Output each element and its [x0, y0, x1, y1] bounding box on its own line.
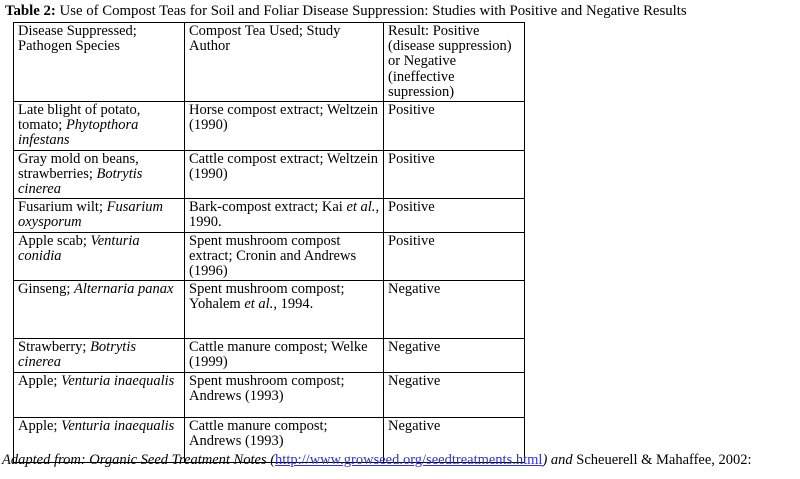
tea-after-text: , 1990. [189, 199, 380, 231]
tea-text: Spent mushroom compost; Yohalem [189, 281, 345, 313]
disease-cell [14, 339, 185, 372]
tea-cell [185, 150, 384, 199]
tea-cell [185, 232, 384, 281]
tea-cell [185, 281, 384, 339]
disease-text: Ginseng; [18, 281, 74, 298]
result-cell: Positive [384, 232, 525, 281]
result-cell: Negative [384, 417, 525, 462]
result-cell: Negative [384, 372, 525, 417]
et-al-text: et al., [244, 296, 277, 313]
tea-after-text: 1994. [276, 296, 314, 313]
result-cell: Positive [384, 102, 525, 151]
source-note-pre: Adapted from: Organic Seed Treatment Notes ( [2, 452, 276, 468]
pathogen-species: Venturia conidia [18, 232, 140, 264]
header-tea-column: Compost Tea Used; Study Author [185, 23, 384, 102]
table-row [14, 281, 525, 339]
result-cell: Positive [384, 199, 525, 232]
table-row [14, 232, 525, 281]
tea-text: Bark-compost extract; Kai [189, 199, 347, 216]
result-cell: Positive [384, 150, 525, 199]
table-row [14, 372, 525, 417]
tea-cell [185, 102, 384, 151]
tea-cell [185, 339, 384, 372]
table-row [14, 199, 525, 232]
source-note [2, 452, 752, 469]
disease-cell [14, 372, 185, 417]
table-caption [5, 3, 687, 20]
header-result-column: Result: Positive (disease suppression) or Negative (ineffective supression) [384, 23, 525, 102]
disease-cell [14, 199, 185, 232]
disease-text: Strawberry; [18, 339, 91, 356]
tea-cell [185, 372, 384, 417]
seedtreatments-link[interactable]: http://www.growseed.org/seedtreatments.html [275, 452, 543, 468]
header-row [14, 23, 525, 102]
disease-cell [14, 102, 185, 151]
disease-text: Apple; [18, 417, 62, 434]
result-cell: Negative [384, 339, 525, 372]
pathogen-species: Fusarium oxysporum [18, 199, 164, 231]
source-note-end: Scheuerell & Mahaffee, 2002: [576, 452, 752, 468]
disease-text: Apple; [18, 372, 62, 389]
pathogen-species: Phytopthora infestans [18, 117, 139, 149]
pathogen-species: Venturia inaequalis [61, 417, 175, 434]
table-row [14, 339, 525, 372]
pathogen-species: Alternaria panax [73, 281, 174, 298]
et-al-text: et al. [346, 199, 376, 216]
disease-text: Apple scab; [18, 232, 91, 249]
tea-text: Spent mushroom compost extract; Cronin and Andrews (1996) [189, 232, 357, 280]
tea-text: Cattle manure compost; Andrews (1993) [189, 417, 328, 449]
pathogen-species: Venturia inaequalis [61, 372, 175, 389]
tea-text: Cattle manure compost; Welke (1999) [189, 339, 368, 371]
result-cell: Negative [384, 281, 525, 339]
disease-text: Gray mold on beans, strawberries; [18, 150, 139, 182]
disease-text: Fusarium wilt; [18, 199, 107, 216]
tea-text: Cattle compost extract; Weltzein (1990) [189, 150, 379, 182]
tea-cell [185, 199, 384, 232]
disease-cell [14, 150, 185, 199]
compost-tea-results-table [13, 22, 525, 463]
tea-text: Horse compost extract; Weltzein (1990) [189, 102, 379, 134]
header-disease-column: Disease Suppressed; Pathogen Species [14, 23, 185, 102]
pathogen-species: Botrytis cinerea [18, 165, 143, 198]
disease-cell [14, 281, 185, 339]
caption-text: Use of Compost Teas for Soil and Foliar Disease Suppression: Studies with Positive and Negative Results [55, 3, 687, 19]
tea-text: Spent mushroom compost; Andrews (1993) [189, 372, 345, 404]
caption-label: Table 2: [5, 3, 56, 19]
disease-text: Late blight of potato, tomato; [18, 102, 141, 134]
pathogen-species: Botrytis cinerea [18, 339, 136, 371]
source-note-mid: ) and [542, 452, 577, 468]
table-row [14, 150, 525, 199]
disease-cell [14, 232, 185, 281]
table-row [14, 102, 525, 151]
